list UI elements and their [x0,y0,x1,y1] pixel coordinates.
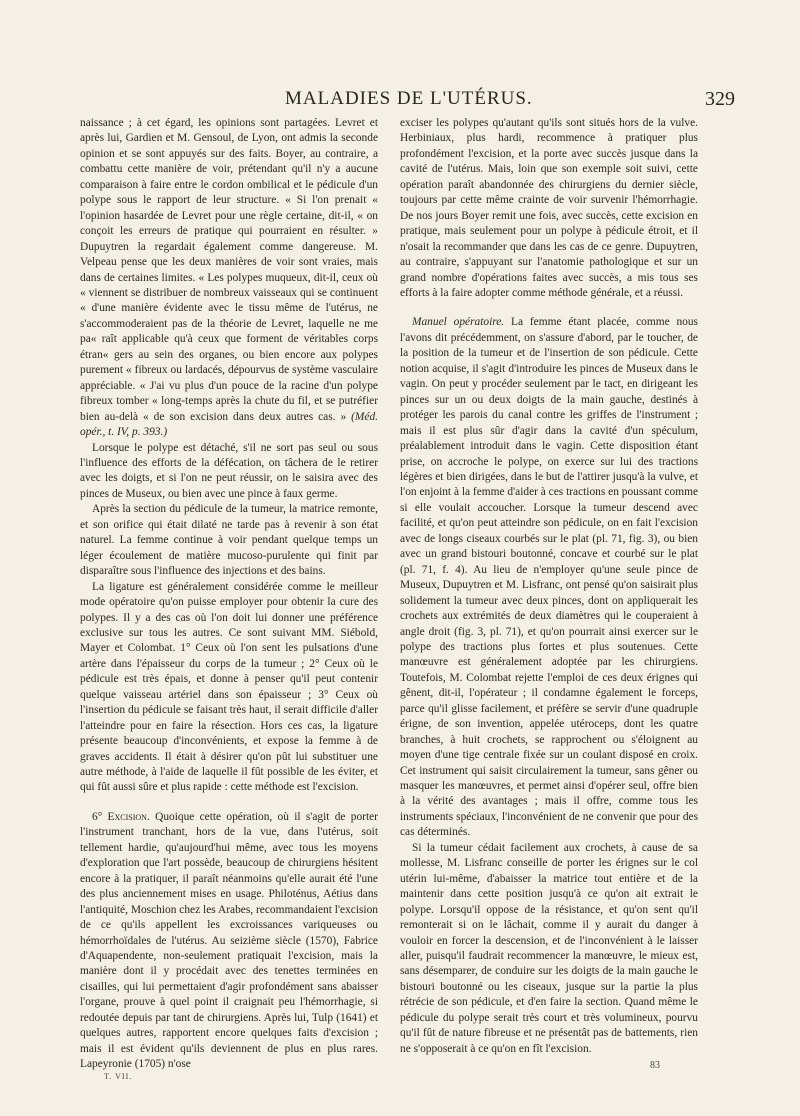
paragraph: Après la section du pédicule de la tumeur, la matrice remonte, et son orifice qui était dilaté ne tarde pas à revenir à son état naturel. La femme continue à voir pendant quelque temps un léger écoulement de matière mucoso-purulente qui finit par disparaître sous l'influence des injections et des bains. [80,503,378,578]
section-heading: 6° Excision. [92,810,150,823]
section-paragraph-manuel: Manuel opératoire. La femme étant placée, comme nous l'avons dit précédemment, on s'assure d'abord, par le toucher, de la position de la tumeur et de l'insertion de son pédicule. Cette notion acquise, il s'agit d'introduire les pinces de Museux dans le vagin. On peut y procéder seulement par le tact, en dirigeant les pinces sur un ou deux doigts de la main gauche, destinés à protéger les parois du canal contre les griffes de l'instrument ; mais il est plus sûr d'agir dans la cavité d'un spéculum, préalablement introduit dans le vagin. Cette disposition étant prise, on accroche le polype, on exerce sur lui des tractions légères et bien dirigées, dans le but de l'attirer jusqu'à la vulve, et l'on enjoint à la femme d'aider à ces tractions en poussant comme si elle voulait accoucher. Lorsque la tumeur descend avec facilité, et qu'on peut atteindre son pédicule, on en fait l'excision avec de longs ciseaux courbés sur le plat (pl. 71, fig. 3), ou bien avec un grand bistouri boutonné, concave et courbé sur le plat (pl. 71, f. 4). Au lieu de n'employer qu'une seule pince de Museux, Dupuytren et M. Lisfranc, ont pensé qu'on saisirait plus solidement la tumeur avec deux pinces, dont on appliquerait les crochets aux extrémités de deux diamètres qui le couperaient à angle droit (fig. 3, pl. 71), et qu'on pourrait ainsi exercer sur le polype des tractions plus fortes et plus soutenues. Cette manœuvre est généralement adoptée par les chirurgiens. Toutefois, M. Colombat rejette l'emploi de ces deux érignes qui gênent, dit-il, l'opérateur ; il condamne également le forceps, parce qu'il glisse facilement, et préfère se servir d'une quadruple érigne, de son invention, appelée utéroceps, dont les quatre branches, à huit crochets, se rapprochent ou s'éloignent au moyen d'une tige centrale fixée sur un coulant disposé en croix. Cet instrument qui saisit circulairement la tumeur, sans gêner ou masquer les manœuvres, et permet ainsi d'opérer seul, offre bien à la vérité des avantages ; mais il offre, comme tous les instruments spéciaux, l'inconvénient de ne convenir que pour des cas déterminés. [400,316,698,839]
left-column [80,116,378,1073]
right-column [400,116,698,1057]
sheet-folio: 83 [650,1060,660,1071]
paragraph: exciser les polypes qu'autant qu'ils sont situés hors de la vulve. Herbiniaux, plus hardi, recommence à pratiquer plus profondément l'excision, et la porte avec succès jusque dans la cavité de l'utérus. Mais, loin que son exemple soit suivi, cette opération paraît abandonnée des chirurgiens du dernier siècle, toujours par cette même crainte de voir survenir l'hémorrhagie. De nos jours Boyer remit une fois, avec succès, cette excision en pratique, mais seulement pour un polype à pédicule étroit, et il n'osait la recommander que dans les cas de ce genre. Dupuytren, au contraire, s'appuyant sur l'anatomie pathologique et sur un grand nombre d'opérations faites avec succès, a mis tous ses efforts à la faire adopter comme méthode générale, et a réussi. [400,117,698,299]
page-number: 329 [705,88,735,110]
paragraph: Si la tumeur cédait facilement aux crochets, à cause de sa mollesse, M. Lisfranc conseille de porter les érignes sur le col utérin lui-même, d'abaisser la matrice tout entière et de la maintenir dans cette position jusqu'à ce qu'on ait extrait le polype. Lorsqu'il oppose de la résistance, et qu'on sent qu'il remonterait si on le lâchait, comme il y aurait du danger à vouloir en forcer la descension, et de l'inconvénient à le laisser aller, puisqu'il faudrait recommencer la manœuvre, le mieux est, sans désemparer, de conduire sur les doigts de la main gauche le bistouri boutonné ou les ciseaux, jusque sur la partie la plus rétrécie de son pédicule, et d'en faire la section. Quand même le pédicule du polype serait très court et très volumineux, pourvu qu'il fût de nature fibreuse et ne présentât pas de battements, rien ne s'opposerait à ce qu'on en fît l'excision. [400,841,698,1055]
paragraph: Lorsque le polype est détaché, s'il ne sort pas seul ou sous l'influence des efforts de la défécation, on tâchera de le retirer avec les doigts, et si l'on ne peut réussir, on le saisira avec des pinces de Museux, ou bien avec une pince à faux germe. [80,441,378,500]
paragraph: La ligature est généralement considérée comme le meilleur mode opératoire qu'on puisse employer pour obtenir la cure des polypes. Il y a des cas où l'on doit lui donner une préférence exclusive sur tous les autres. Ce sont suivant MM. Siébold, Mayer et Colombat. 1° Ceux où l'on sent les pulsations d'une artère dans l'épaisseur du corps de la tumeur ; 2° Ceux où le pédicule est très épais, et donne à penser qu'il peut contenir quelque vaisseau artériel dans son épaisseur ; 3° Ceux où l'insertion du pédicule se faisant très haut, il serait difficile d'aller l'atteindre pour en faire la résection. Hors ces cas, la ligature présente beaucoup d'inconvénients, et expose la femme à de graves accidents. Il était à désirer qu'on pût lui substituer une autre méthode, à l'aide de laquelle il fût possible de les éviter, et qui fût aussi sûre et plus rapide : cette méthode est l'excision. [80,580,378,794]
section-paragraph-excision: 6° Excision. Quoique cette opération, où il s'agit de porter l'instrument tranchant, hors de la vue, dans l'utérus, soit tellement hardie, qu'aujourd'hui même, avec tous les moyens d'exploration que l'art possède, beaucoup de chirurgiens hésitent encore à la pratiquer, il paraît néanmoins qu'elle aurait été l'une des plus anciennement mises en usage. Philoténus, Aétius dans l'antiquité, Moschion chez les Arabes, recommandaient l'excision de ce qu'ils appellent les excroissances variqueuses ou hémorrhoïdales de l'utérus. Au seizième siècle (1570), Fabrice d'Aquapendente, non-seulement pratiquait l'excision, mais la manière dont il y procédait avec des tenettes terminées en cisailles, qui lui permettaient d'agir profondément sans abaisser l'organe, prouve à quel point il craignait peu l'hémorrhagie, si redoutée depuis par tant de chirurgiens. Après lui, Tulp (1641) et quelques autres, rapportent encore quelques faits d'excision ; mais il est évident qu'ils deviennent de plus en plus rares. Lapeyronie (1705) n'ose [80,810,378,1071]
running-header-title: MALADIES DE L'UTÉRUS. [285,88,533,109]
section-heading: Manuel opératoire. [412,316,505,329]
volume-signature: T. VII. [104,1072,133,1081]
paragraph: naissance ; à cet égard, les opinions sont partagées. Levret et après lui, Gardien et M. Gensoul, de Lyon, ont admis la seconde opinion et se sont appuyés sur des faits. Boyer, au contraire, a combattu cette manière de voir, prétendant qu'il n'y a aucune comparaison à faire entre le cordon ombilical et le pédicule d'un polype sous le rapport de leur structure. « Si l'on prenait « l'opinion hasardée de Levret pour une règle certaine, dit-il, « on conçoit les erreurs de pratique qui pourraient en résulter. » Dupuytren la regardait également comme dangereuse. M. Velpeau pense que les deux manières de voir sont vraies, mais dans de certaines limites. « Les polypes muqueux, dit-il, ceux où « viennent se distribuer de nombreux vaisseaux qui se continuent « d'une manière évidente avec le tissu même de l'utérus, ne s'accommoderaient pas de la théorie de Levret, laquelle ne me pa« raît applicable qu'à ceux que forment de véritables corps étran« gers au sein des organes, ou bien encore aux polypes purement « fibreux ou lardacés, dépourvus de système vasculaire appréciable. « J'ai vu plus d'un pouce de la racine d'un polype fibreux tomber « long-temps après la chute du fil, et se putréfier bien au-delà « de son excision dans deux autres cas. » (Méd. opér., t. IV, p. 393.) [80,117,378,439]
